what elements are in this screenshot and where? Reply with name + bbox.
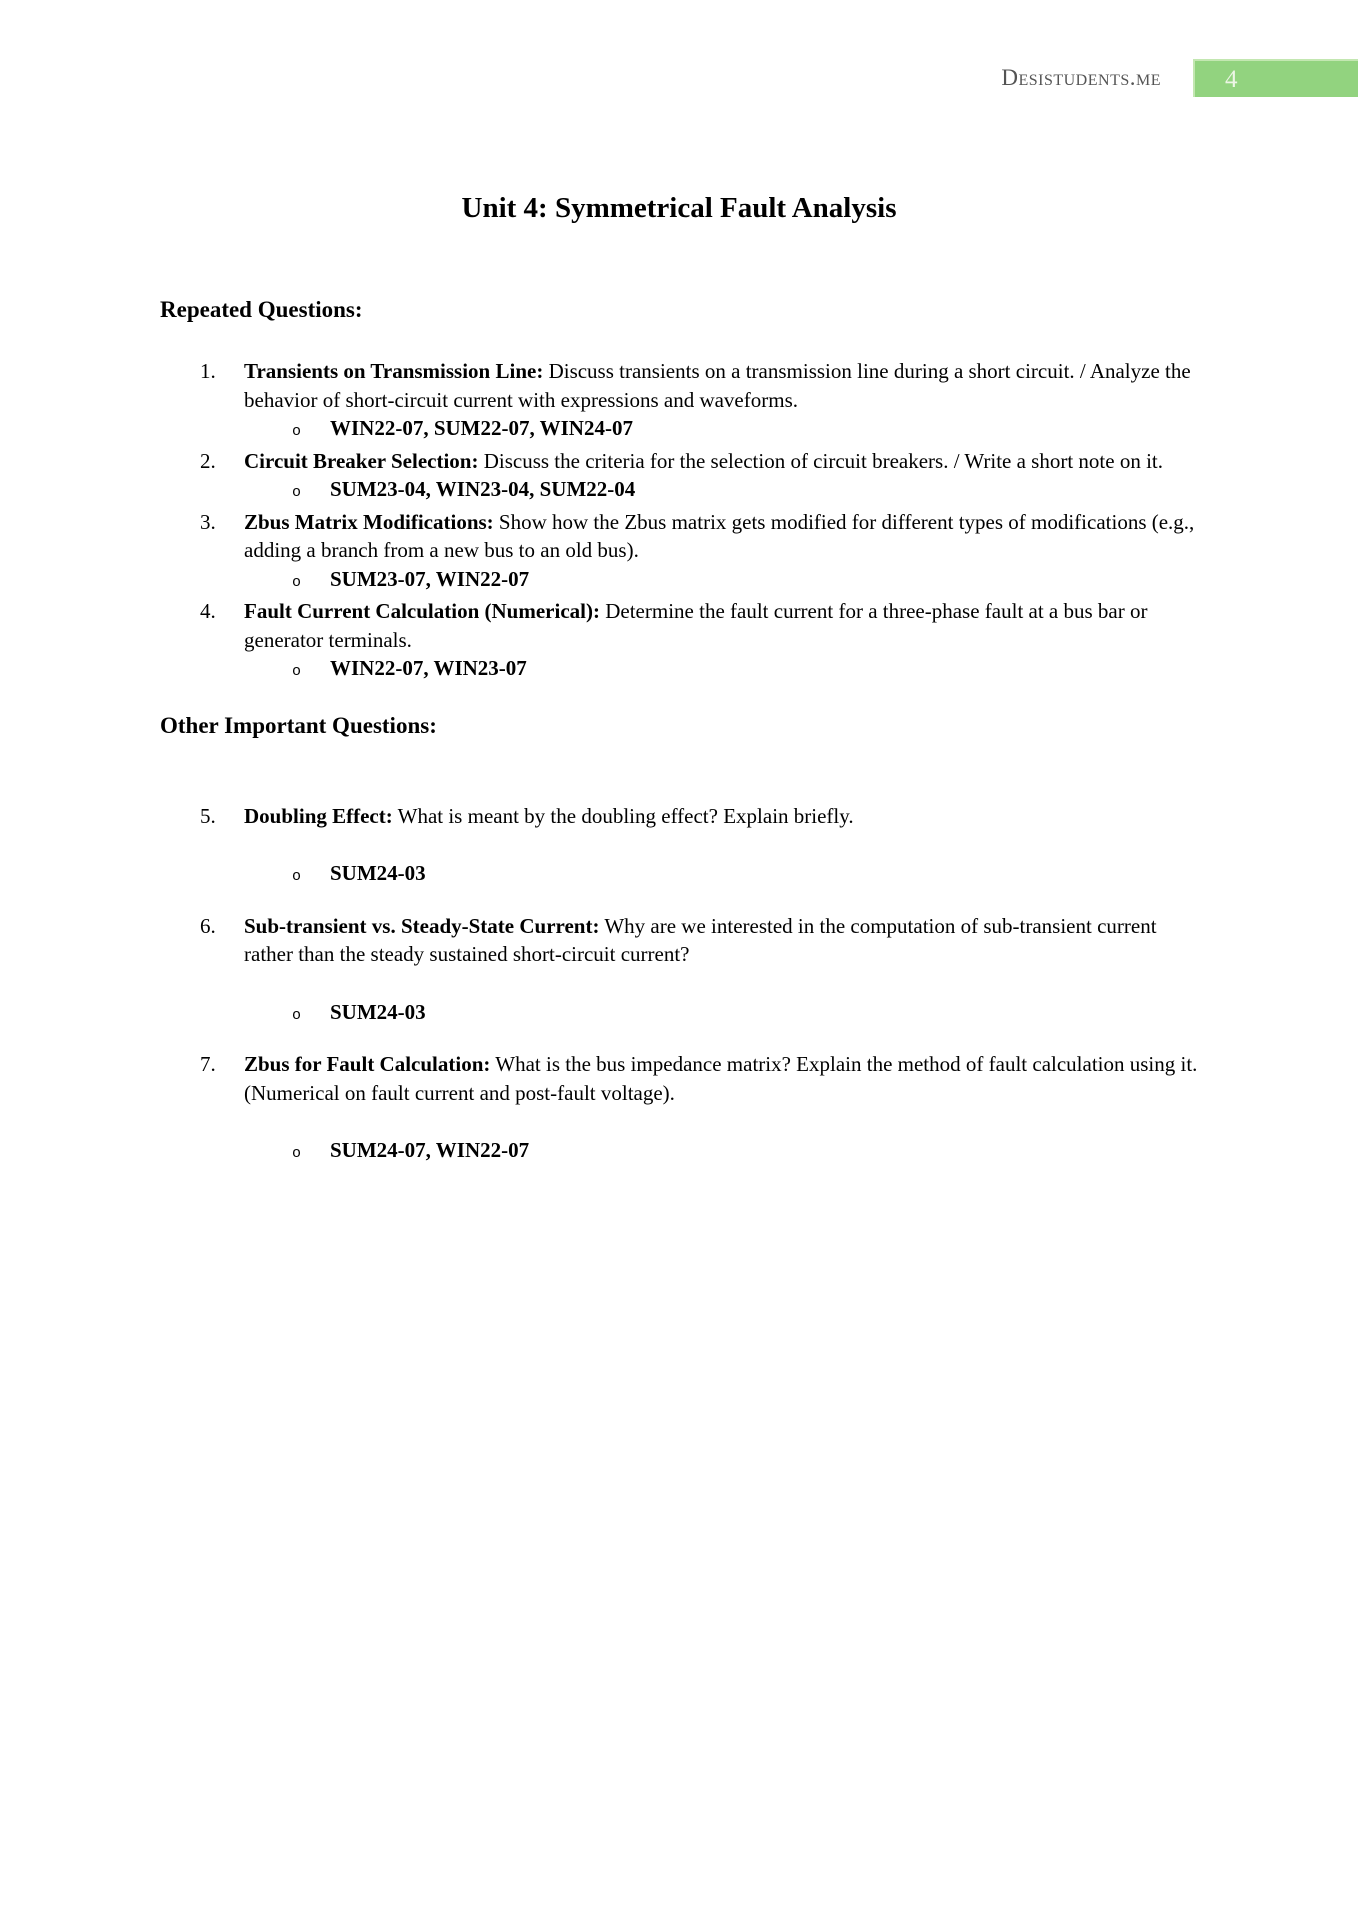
exam-codes-line	[160, 565, 1198, 598]
exam-codes-line	[160, 475, 1198, 508]
question-number: 2.	[200, 448, 216, 473]
question-number: 4.	[200, 599, 216, 623]
question-line	[160, 597, 1198, 654]
question-text	[244, 1050, 1198, 1107]
exam-codes-line	[160, 859, 1198, 892]
question-section	[160, 711, 1198, 1169]
question-item	[160, 802, 1198, 892]
question-description: What is meant by the doubling effect? Explain briefly.	[397, 803, 854, 828]
question-topic: Circuit Breaker Selection:	[244, 448, 479, 473]
exam-codes-line	[160, 1136, 1198, 1169]
page-title: Unit 4: Symmetrical Fault Analysis	[461, 192, 897, 224]
question-description: Determine the fault current for a three-phase fault at a bus bar or generator terminals.	[244, 599, 1148, 652]
question-description: What is the bus impedance matrix? Explain the method of fault calculation using it. (Numerical on fault current and post-fault voltage).	[244, 1052, 1198, 1105]
question-number: 1.	[200, 359, 216, 383]
section-heading: Repeated Questions:	[160, 297, 363, 322]
question-item	[160, 447, 1198, 508]
exam-codes: SUM24-03	[330, 999, 426, 1024]
circle-bullet-icon: o	[292, 663, 302, 680]
page-header	[0, 59, 1358, 97]
document-body	[160, 295, 1198, 1189]
circle-bullet-icon: o	[292, 868, 302, 885]
exam-codes: SUM23-07, WIN22-07	[330, 566, 530, 591]
exam-codes: WIN22-07, WIN23-07	[330, 656, 527, 680]
question-text	[244, 912, 1198, 969]
circle-bullet-icon: o	[292, 1145, 302, 1162]
circle-bullet-icon: o	[292, 1006, 302, 1024]
question-text	[244, 597, 1198, 654]
question-text	[244, 802, 1198, 831]
question-item	[160, 1050, 1198, 1169]
question-number: 5.	[200, 803, 216, 828]
question-section	[160, 295, 1198, 687]
circle-bullet-icon: o	[292, 573, 302, 591]
question-line	[160, 508, 1198, 565]
question-list	[160, 802, 1198, 1169]
exam-codes-line	[160, 654, 1198, 687]
question-description: Discuss transients on a transmission line during a short circuit. / Analyze the behavior of short-circuit current with expressions and waveforms.	[244, 359, 1191, 412]
question-description: Show how the Zbus matrix gets modified for different types of modifications (e.g., adding a branch from a new bus to an old bus).	[244, 509, 1195, 562]
question-number: 7.	[200, 1052, 216, 1076]
question-line	[160, 802, 1198, 831]
question-topic: Fault Current Calculation (Numerical):	[244, 599, 600, 623]
header-site-text: Desistudents.me	[1001, 65, 1161, 90]
question-item	[160, 597, 1198, 687]
question-line	[160, 357, 1198, 414]
question-topic: Zbus Matrix Modifications:	[244, 509, 494, 534]
question-line	[160, 1050, 1198, 1107]
question-number: 6.	[200, 913, 216, 938]
question-text	[244, 447, 1198, 476]
question-item	[160, 912, 1198, 1031]
exam-codes: WIN22-07, SUM22-07, WIN24-07	[330, 416, 633, 440]
question-line	[160, 912, 1198, 969]
question-topic: Transients on Transmission Line:	[244, 359, 544, 383]
circle-bullet-icon: o	[292, 484, 302, 501]
question-item	[160, 357, 1198, 447]
exam-codes: SUM24-07, WIN22-07	[330, 1138, 530, 1162]
question-topic: Doubling Effect:	[244, 803, 393, 828]
circle-bullet-icon: o	[292, 423, 302, 440]
exam-codes-line	[160, 998, 1198, 1031]
question-line	[160, 447, 1198, 476]
section-heading: Other Important Questions:	[160, 712, 437, 738]
question-description: Why are we interested in the computation of sub-transient current rather than the steady sustained short-circuit current?	[244, 913, 1157, 966]
page-number: 4	[1225, 65, 1238, 93]
question-text	[244, 357, 1198, 414]
question-topic: Zbus for Fault Calculation:	[244, 1052, 491, 1076]
question-topic: Sub-transient vs. Steady-State Current:	[244, 913, 600, 938]
exam-codes: SUM23-04, WIN23-04, SUM22-04	[330, 477, 636, 501]
question-description: Discuss the criteria for the selection of circuit breakers. / Write a short note on it.	[483, 448, 1164, 473]
question-item	[160, 508, 1198, 598]
question-list	[160, 357, 1198, 687]
page-number-badge	[1193, 59, 1358, 97]
question-number: 3.	[200, 509, 216, 534]
exam-codes-line	[160, 414, 1198, 447]
exam-codes: SUM24-03	[330, 861, 426, 885]
question-text	[244, 508, 1198, 565]
